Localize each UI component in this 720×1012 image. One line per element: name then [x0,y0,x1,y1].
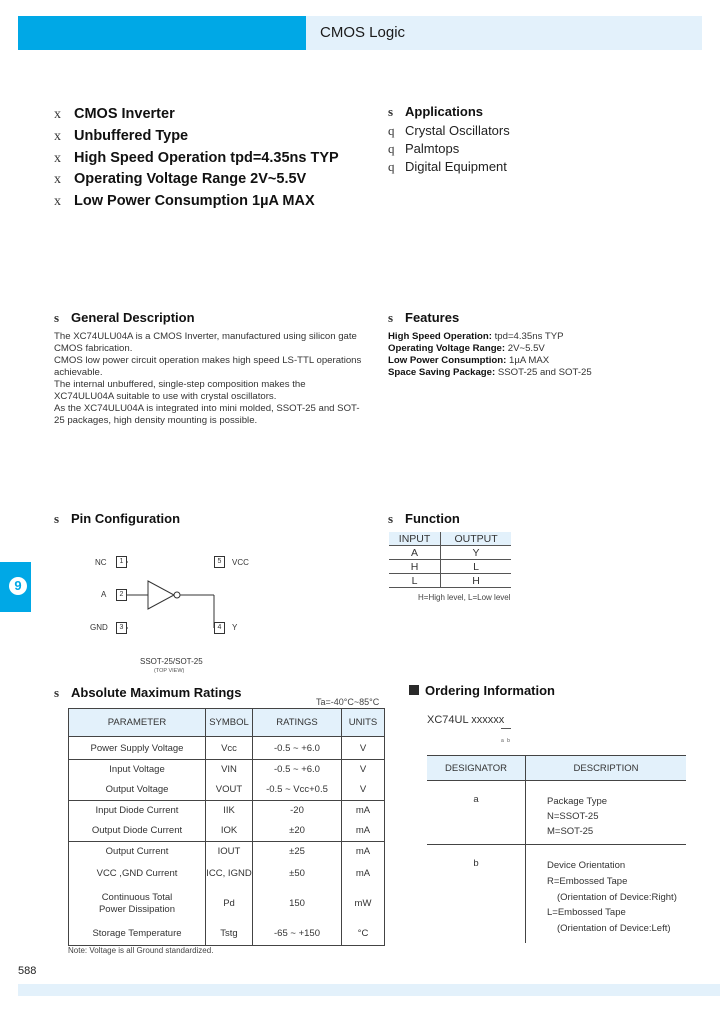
features-heading: s Features [388,310,460,325]
table-cell: Vcc [206,737,253,760]
bullet-item: x Low Power Consumption 1µA MAX [54,193,315,209]
table-cell: Tstg [206,923,253,946]
feature-item: Space Saving Package: SSOT-25 and SOT-25 [388,367,592,378]
table-header-cell: SYMBOL [206,709,253,737]
part-marks: a b [501,738,511,744]
application-item: q Digital Equipment [388,159,507,174]
table-cell: -0.5 ~ +6.0 [253,737,342,760]
table-cell: Pd [206,885,253,923]
table-cell: -0.5 ~ Vcc+0.5 [253,780,342,801]
description-paragraph: The XC74ULU04A is a CMOS Inverter, manufactured using silicon gate CMOS fabrication. [54,331,357,354]
table-cell: Output Current [69,842,206,862]
abs-max-note: Note: Voltage is all Ground standardized. [68,946,214,955]
table-cell: V [342,737,385,760]
bullet-item: x CMOS Inverter [54,106,175,122]
applications-heading: s Applications [388,104,484,119]
table-cell: mA [355,805,371,817]
pin-number: 3 [116,622,127,634]
description-paragraph: CMOS low power circuit operation makes high speed LS-TTL operations achievable. [54,355,362,378]
table-header-row [427,756,686,781]
table-header-cell: DESCRIPTION [526,756,687,781]
table-header-row [389,532,511,546]
table-row [69,780,385,801]
table-cell: mW [354,898,372,909]
table-header-cell: OUTPUT [441,532,511,546]
general-description-heading: s General Description [54,310,195,325]
table-cell: -65 ~ +150 [253,923,342,946]
table-cell [526,781,687,845]
pin-label: A [101,590,107,599]
description-line: Device Orientation [547,860,626,871]
header-title: CMOS Logic [320,24,406,41]
feature-item: Operating Voltage Range: 2V~5.5V [388,343,545,354]
function-heading: s Function [388,511,460,526]
table-cell: Input Diode Current [69,801,206,821]
ordering-heading: Ordering Information [425,683,555,698]
table-row [427,781,686,845]
application-item: q Palmtops [388,141,460,156]
table-cell: mA [355,867,371,879]
table-cell: H [441,574,511,588]
square-bullet-icon [409,685,419,695]
table-cell: a [427,781,526,845]
features-list [388,331,592,379]
description-paragraph: As the XC74ULU04A is integrated into mini molded, SSOT-25 and SOT-25 packages, high density mounting is possible. [54,403,360,426]
package-caption: SSOT-25/SOT-25 [140,657,203,666]
table-header-cell: PARAMETER [69,709,206,737]
table-cell: IOK [206,821,253,842]
table-row [69,923,385,946]
package-subcaption: (TOP VIEW) [154,668,185,674]
table-cell: Output Voltage [69,780,206,801]
table-cell: IIK [206,801,253,821]
table-cell: L [389,574,441,588]
table-cell [526,845,687,943]
table-row [389,560,511,574]
table-row [389,546,511,560]
bullet-item: x Unbuffered Type [54,128,189,144]
description-line: Package Type [547,796,608,807]
header-accent-bar [18,16,306,50]
table-row [427,845,686,943]
general-description-body [54,331,366,427]
description-line: R=Embossed Tape [547,875,628,887]
table-header-cell: RATINGS [253,709,342,737]
description-paragraph: The internal unbuffered, single-step composition makes the XC74ULU04A suitable to use with crystal oscillators. [54,379,306,402]
table-cell: ±25 [253,842,342,862]
table-cell: V [359,764,367,776]
table-row [69,760,385,780]
table-cell: Storage Temperature [69,923,206,946]
table-cell: VOUT [206,780,253,801]
table-cell: ICC, IGND [206,862,253,885]
table-cell: ±20 [253,821,342,842]
table-cell: Input Voltage [69,760,206,780]
table-cell: VIN [206,760,253,780]
table-row [69,842,385,862]
function-note: H=High level, L=Low level [418,593,511,602]
table-cell: Continuous Total Power Dissipation [69,885,206,923]
part-mark-line [501,728,511,729]
pin-configuration-heading: s Pin Configuration [54,511,181,526]
pin-number: 4 [214,622,225,634]
table-row [69,821,385,842]
bullet-item: x High Speed Operation tpd=4.35ns TYP [54,150,339,166]
function-table [389,532,511,588]
pin-number: 2 [116,589,127,601]
description-line: (Orientation of Device:Left) [557,923,671,935]
table-cell: Output Diode Current [69,821,206,842]
table-cell: IOUT [206,842,253,862]
bullet-item: x Operating Voltage Range 2V~5.5V [54,171,307,187]
table-cell: Y [441,546,511,560]
table-row [69,801,385,821]
table-cell: 150 [253,885,342,923]
abs-max-condition: Ta=-40°C~85°C [316,697,380,707]
table-row [69,885,385,923]
table-row [69,862,385,885]
chapter-number: 9 [9,577,27,595]
table-header-cell: DESIGNATOR [427,756,526,781]
table-row [389,574,511,588]
table-cell: -0.5 ~ +6.0 [253,760,342,780]
description-line: M=SOT-25 [547,826,594,837]
table-header-row [69,709,385,737]
table-cell: °C [357,928,369,940]
table-cell: V [342,780,385,801]
pin-label: NC [95,558,107,567]
table-cell: mA [355,846,371,858]
pin-number: 1 [116,556,127,568]
pin-label: GND [90,623,108,632]
table-header-cell: UNITS [342,709,385,737]
abs-max-table [68,708,385,946]
table-cell: -20 [253,801,342,821]
table-cell: VCC ,GND Current [69,862,206,885]
pin-label: Y [232,623,238,632]
abs-max-heading: s Absolute Maximum Ratings [54,685,242,700]
table-cell: H [389,560,441,574]
page-number: 588 [18,965,37,977]
description-line: L=Embossed Tape [547,907,626,919]
description-line: (Orientation of Device:Right) [557,891,677,903]
table-row [69,737,385,760]
application-item: q Crystal Oscillators [388,123,510,138]
table-cell: ±50 [253,862,342,885]
feature-item: High Speed Operation: tpd=4.35ns TYP [388,331,564,342]
table-cell: A [389,546,441,560]
feature-item: Low Power Consumption: 1µA MAX [388,355,550,366]
table-header-cell: INPUT [389,532,441,546]
table-cell: L [441,560,511,574]
table-cell: Power Supply Voltage [69,737,206,760]
pin-label: VCC [232,558,249,567]
ordering-table [427,755,686,943]
ordering-part-number: XC74UL xxxxxx [427,714,505,726]
table-cell: mA [342,821,385,842]
table-cell: b [427,845,526,943]
description-line: N=SSOT-25 [547,811,599,822]
pin-number: 5 [214,556,225,568]
pin-diagram [90,550,260,666]
footer-bar [18,984,720,996]
